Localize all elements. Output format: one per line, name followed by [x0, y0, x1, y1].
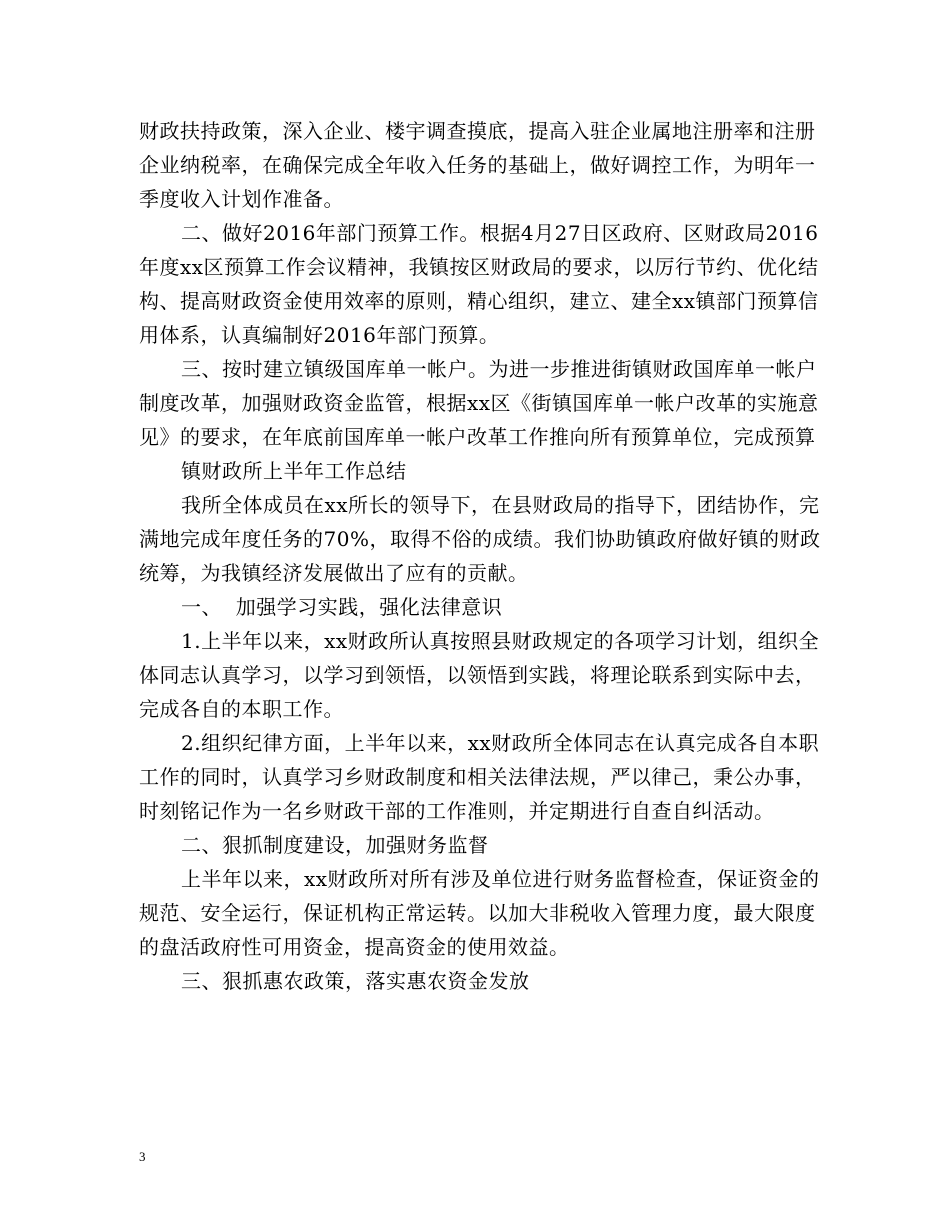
paragraph-intro: 我所全体成员在xx所长的领导下，在县财政局的指导下，团结协作，完满地完成年度任务的70%，取得不俗的成绩。我们协助镇政府做好镇的财政统筹，为我镇经济发展做出了应有的贡献。	[139, 493, 821, 585]
page-number: 3	[139, 1149, 146, 1164]
paragraph-study-plan: 1.上半年以来，xx财政所认真按照县财政规定的各项学习计划，组织全体同志认真学习，以学习到领悟，以领悟到实践，将理论联系到实际中去，完成各自的本职工作。	[139, 629, 820, 721]
paragraph-budget-2016: 二、做好2016年部门预算工作。根据4月27日区政府、区财政局2016年度xx区预算工作会议精神，我镇按区财政局的要求，以厉行节约、优化结构、提高财政资金使用效率的原则，精心组织，建立、建全xx镇部门预算信用体系，认真编制好2016年部门预算。	[139, 221, 819, 347]
heading-farmer-policy: 三、狠抓惠农政策，落实惠农资金发放	[181, 969, 530, 993]
section-title: 镇财政所上半年工作总结	[181, 459, 407, 483]
paragraph-continuation: 财政扶持政策，深入企业、楼宇调查摸底，提高入驻企业属地注册率和注册企业纳税率，在确保完成全年收入任务的基础上，做好调控工作，为明年一季度收入计划作准备。	[139, 119, 816, 211]
heading-study-practice: 一、 加强学习实践，强化法律意识	[181, 595, 503, 619]
paragraph-discipline: 2.组织纪律方面，上半年以来，xx财政所全体同志在认真完成各自本职工作的同时，认真学习乡财政制度和相关法律法规，严以律己，秉公办事，时刻铭记作为一名乡财政干部的工作准则，并定期进行自查自纠活动。	[139, 731, 820, 823]
paragraph-financial-supervision: 上半年以来，xx财政所对所有涉及单位进行财务监督检查，保证资金的规范、安全运行，保证机构正常运转。以加大非税收入管理力度，最大限度的盘活政府性可用资金，提高资金的使用效益。	[139, 867, 820, 959]
paragraph-treasury-account: 三、按时建立镇级国库单一帐户。为进一步推进街镇财政国库单一帐户制度改革，加强财政资金监管，根据xx区《街镇国库单一帐户改革的实施意见》的要求，在年底前国库单一帐户改革工作推向所有预算单位，完成预算	[139, 357, 819, 449]
document-body	[139, 114, 829, 998]
heading-system-building: 二、狠抓制度建设，加强财务监督	[181, 833, 489, 857]
